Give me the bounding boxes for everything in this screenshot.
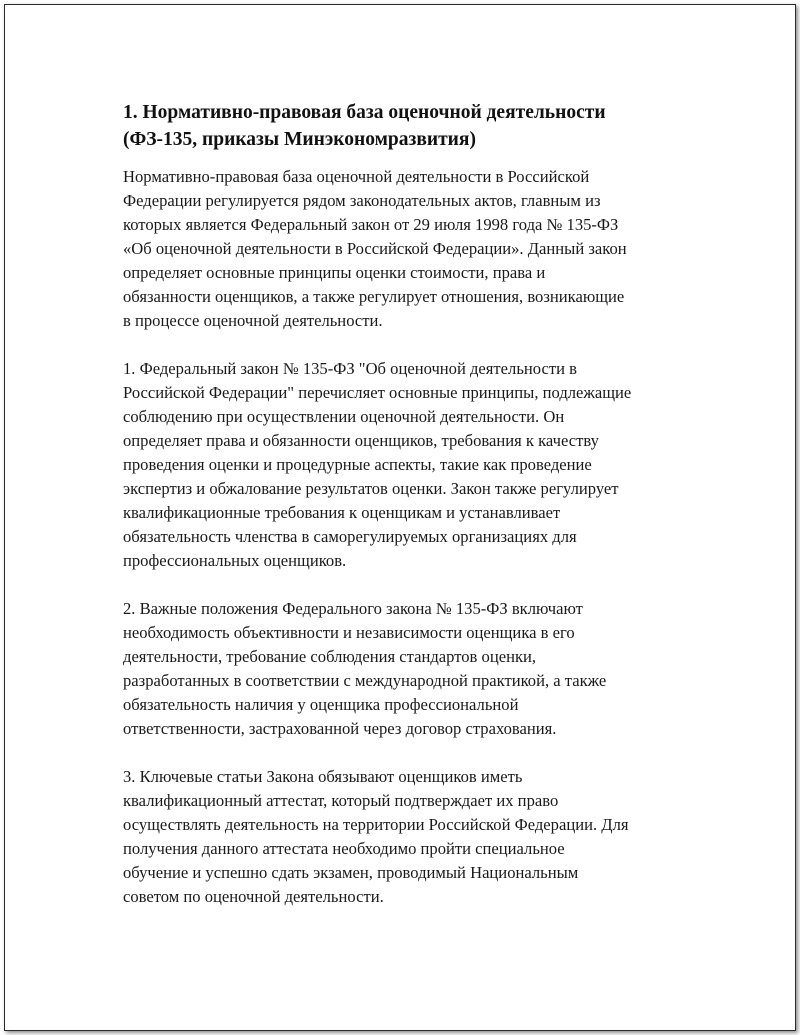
- text-line: квалификационные требования к оценщикам и устанавливает: [123, 503, 561, 522]
- text-line: соблюдению при осуществлении оценочной деятельности. Он: [123, 407, 565, 426]
- text-line: которых является Федеральный закон от 29 июля 1998 года № 135-ФЗ: [123, 215, 619, 234]
- text-line: обязательность членства в саморегулируемых организациях для: [123, 527, 577, 546]
- text-line: получения данного аттестата необходимо пройти специальное: [123, 839, 565, 858]
- text-line: «Об оценочной деятельности в Российской Федерации». Данный закон: [123, 239, 627, 258]
- point-1-paragraph: [123, 357, 701, 573]
- text-line: профессиональных оценщиков.: [123, 551, 347, 570]
- text-line: советом по оценочной деятельности.: [123, 887, 384, 906]
- text-line: обучение и успешно сдать экзамен, проводимый Национальным: [123, 863, 579, 882]
- text-line: осуществлять деятельность на территории Российской Федерации. Для: [123, 815, 629, 834]
- section-title: [123, 99, 701, 153]
- text-line: определяет основные принципы оценки стоимости, права и: [123, 263, 546, 282]
- text-line: 2. Важные положения Федерального закона № 135-ФЗ включают: [123, 599, 583, 618]
- text-line: Нормативно-правовая база оценочной деятельности в Российской: [123, 167, 590, 186]
- document-content: [123, 99, 701, 933]
- text-line: разработанных в соответствии с международной практикой, а также: [123, 671, 607, 690]
- text-line: ответственности, застрахованной через договор страхования.: [123, 719, 557, 738]
- text-line: квалификационный аттестат, который подтверждает их право: [123, 791, 559, 810]
- intro-paragraph: [123, 165, 701, 333]
- text-line: экспертиз и обжалование результатов оценки. Закон также регулирует: [123, 479, 619, 498]
- text-line: обязанности оценщиков, а также регулирует отношения, возникающие: [123, 287, 625, 306]
- section-title-line: 1. Нормативно-правовая база оценочной деятельности: [123, 102, 606, 123]
- text-line: обязательность наличия у оценщика профессиональной: [123, 695, 519, 714]
- text-line: определяет права и обязанности оценщиков, требования к качеству: [123, 431, 599, 450]
- point-2-paragraph: [123, 597, 701, 741]
- point-3-paragraph: [123, 765, 701, 909]
- text-line: 3. Ключевые статьи Закона обязывают оценщиков иметь: [123, 767, 523, 786]
- text-line: деятельности, требование соблюдения стандартов оценки,: [123, 647, 537, 666]
- text-line: проведения оценки и процедурные аспекты, такие как проведение: [123, 455, 592, 474]
- text-line: Федерации регулируется рядом законодательных актов, главным из: [123, 191, 601, 210]
- text-line: 1. Федеральный закон № 135-ФЗ "Об оценочной деятельности в: [123, 359, 577, 378]
- text-line: Российской Федерации" перечисляет основные принципы, подлежащие: [123, 383, 632, 402]
- document-page: [4, 4, 796, 1031]
- text-line: в процессе оценочной деятельности.: [123, 311, 383, 330]
- text-line: необходимость объективности и независимости оценщика в его: [123, 623, 575, 642]
- section-title-line: (ФЗ-135, приказы Минэкономразвития): [123, 129, 476, 150]
